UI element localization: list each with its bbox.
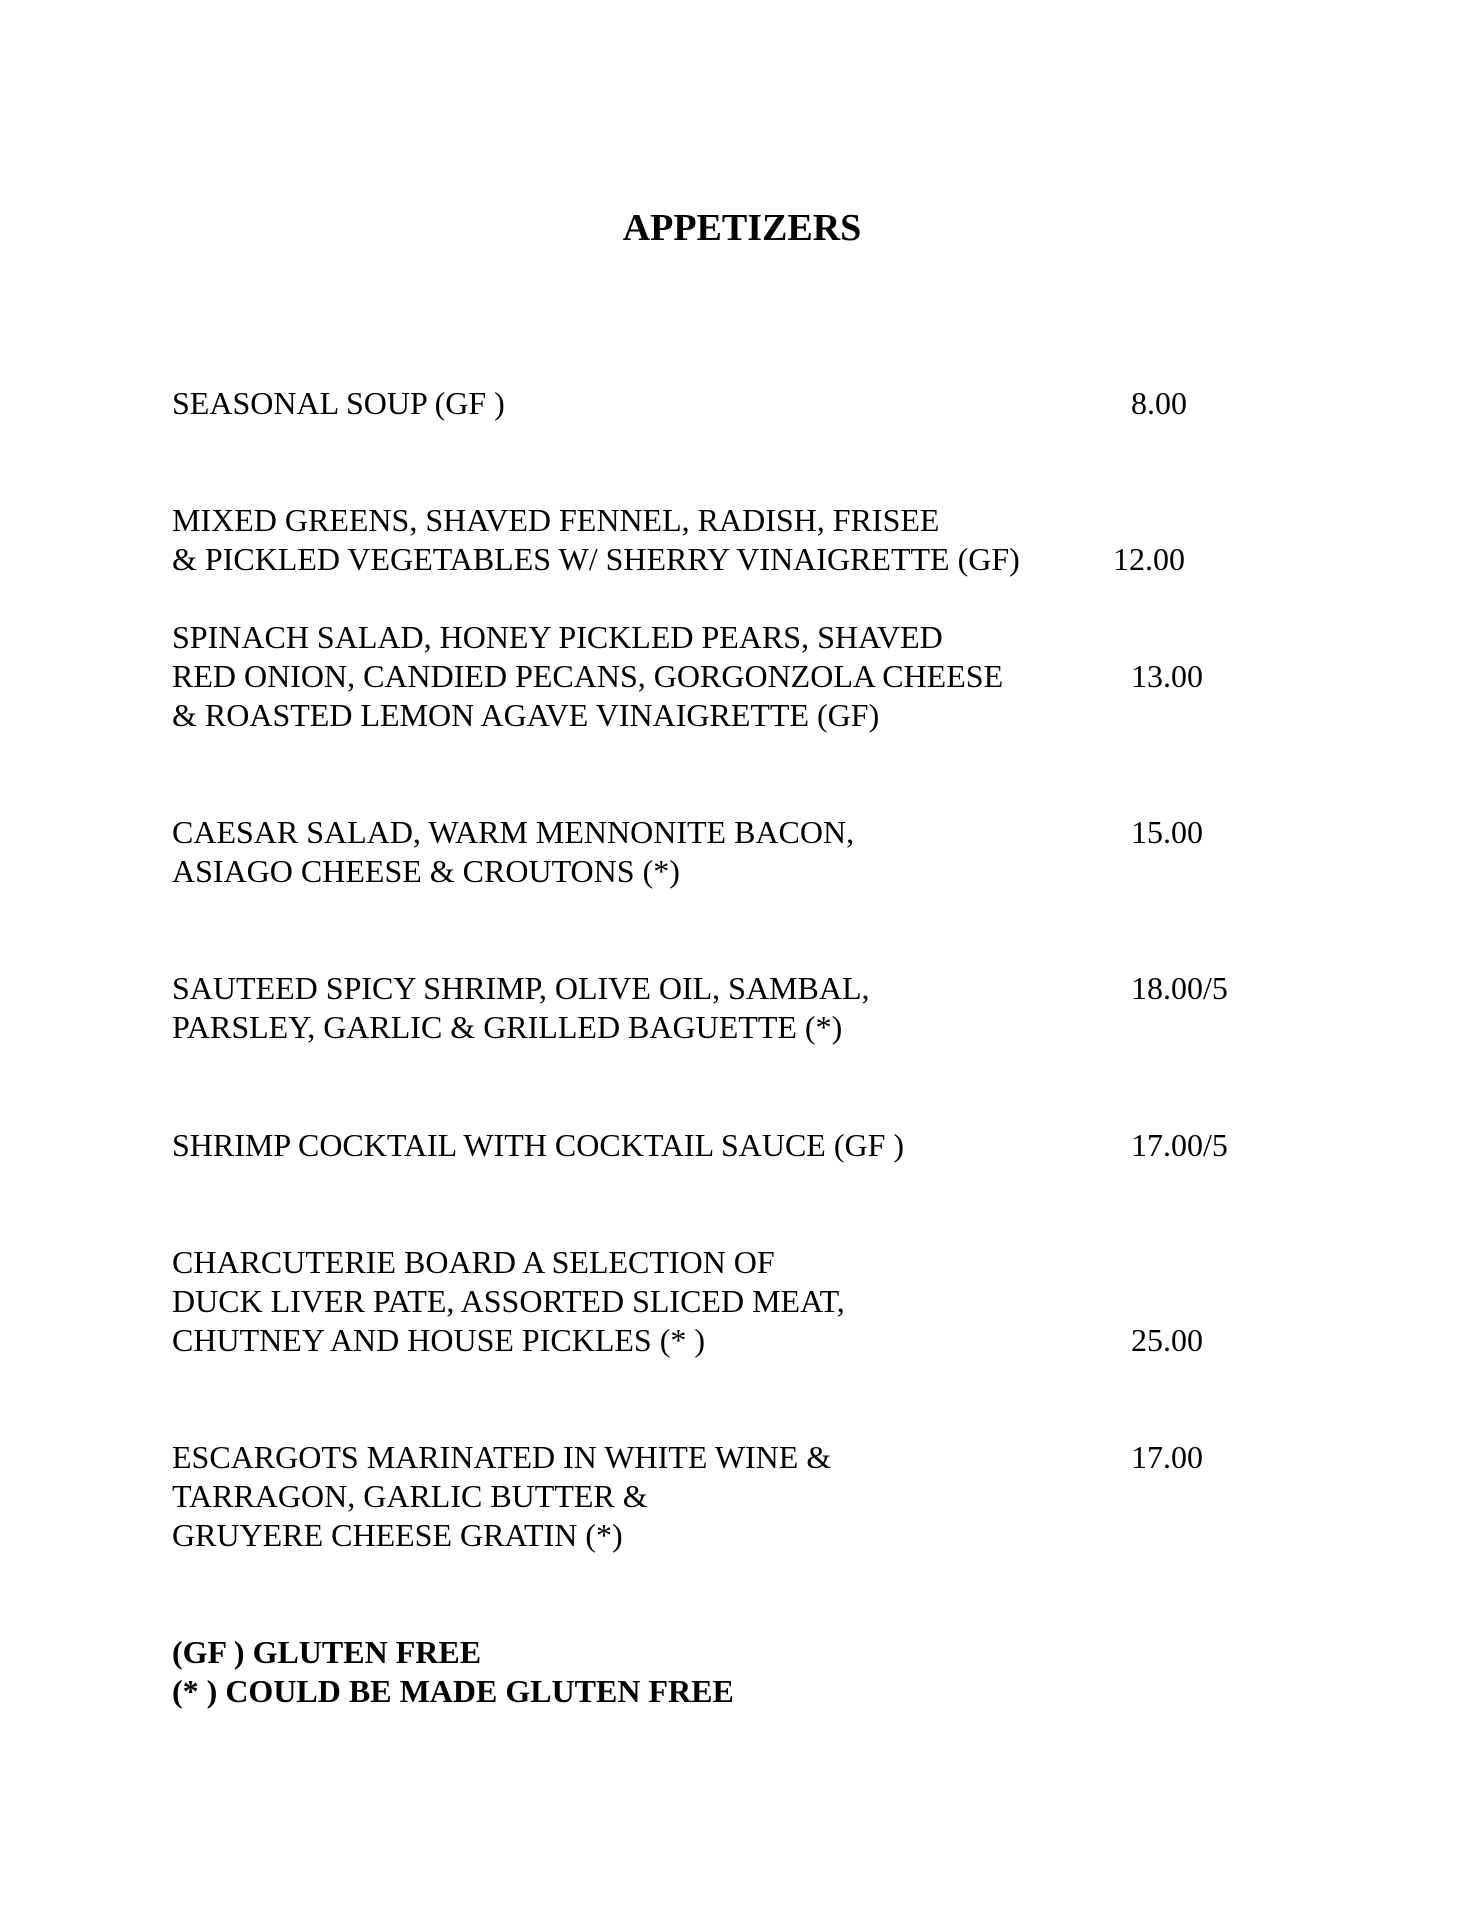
menu-item-charcuterie-line-3: CHUTNEY AND HOUSE PICKLES (* ) — [172, 1322, 706, 1358]
menu-item-spinach-salad-line-3: & ROASTED LEMON AGAVE VINAIGRETTE (GF) — [172, 697, 880, 733]
legend-could-be-gluten-free: (* ) COULD BE MADE GLUTEN FREE — [172, 1673, 734, 1709]
page-title: APPETIZERS — [622, 207, 862, 249]
menu-item-spinach-salad-line-2: RED ONION, CANDIED PECANS, GORGONZOLA CHEESE — [172, 658, 1004, 694]
menu-item-escargots-price: 17.00 — [1131, 1439, 1203, 1475]
menu-item-spinach-salad-price: 13.00 — [1131, 658, 1203, 694]
menu-item-mixed-greens-line-2: & PICKLED VEGETABLES W/ SHERRY VINAIGRETTE (GF) — [172, 541, 1020, 577]
menu-item-charcuterie-line-2: DUCK LIVER PATE, ASSORTED SLICED MEAT, — [172, 1283, 845, 1319]
menu-item-caesar-salad-price: 15.00 — [1131, 814, 1203, 850]
legend-gluten-free: (GF ) GLUTEN FREE — [172, 1634, 482, 1670]
menu-item-charcuterie-line-1: CHARCUTERIE BOARD A SELECTION OF — [172, 1244, 775, 1280]
menu-item-caesar-salad-line-2: ASIAGO CHEESE & CROUTONS (*) — [172, 853, 680, 889]
menu-item-spicy-shrimp-line-1: SAUTEED SPICY SHRIMP, OLIVE OIL, SAMBAL, — [172, 970, 870, 1006]
menu-item-mixed-greens-price: 12.00 — [1113, 541, 1185, 577]
menu-item-spicy-shrimp-price: 18.00/5 — [1131, 970, 1228, 1006]
menu-item-seasonal-soup-price: 8.00 — [1131, 385, 1187, 421]
menu-item-shrimp-cocktail-price: 17.00/5 — [1131, 1127, 1228, 1163]
menu-item-seasonal-soup-line-1: SEASONAL SOUP (GF ) — [172, 385, 505, 421]
menu-item-mixed-greens-line-1: MIXED GREENS, SHAVED FENNEL, RADISH, FRISEE — [172, 502, 940, 538]
menu-item-spinach-salad-line-1: SPINACH SALAD, HONEY PICKLED PEARS, SHAVED — [172, 619, 943, 655]
menu-item-escargots-line-2: TARRAGON, GARLIC BUTTER & — [172, 1478, 648, 1514]
menu-item-caesar-salad-line-1: CAESAR SALAD, WARM MENNONITE BACON, — [172, 814, 855, 850]
menu-item-escargots-line-3: GRUYERE CHEESE GRATIN (*) — [172, 1517, 623, 1553]
menu-item-spicy-shrimp-line-2: PARSLEY, GARLIC & GRILLED BAGUETTE (*) — [172, 1009, 843, 1045]
menu-item-charcuterie-price: 25.00 — [1131, 1322, 1203, 1358]
menu-item-escargots-line-1: ESCARGOTS MARINATED IN WHITE WINE & — [172, 1439, 832, 1475]
menu-item-shrimp-cocktail-line-1: SHRIMP COCKTAIL WITH COCKTAIL SAUCE (GF ) — [172, 1127, 905, 1163]
